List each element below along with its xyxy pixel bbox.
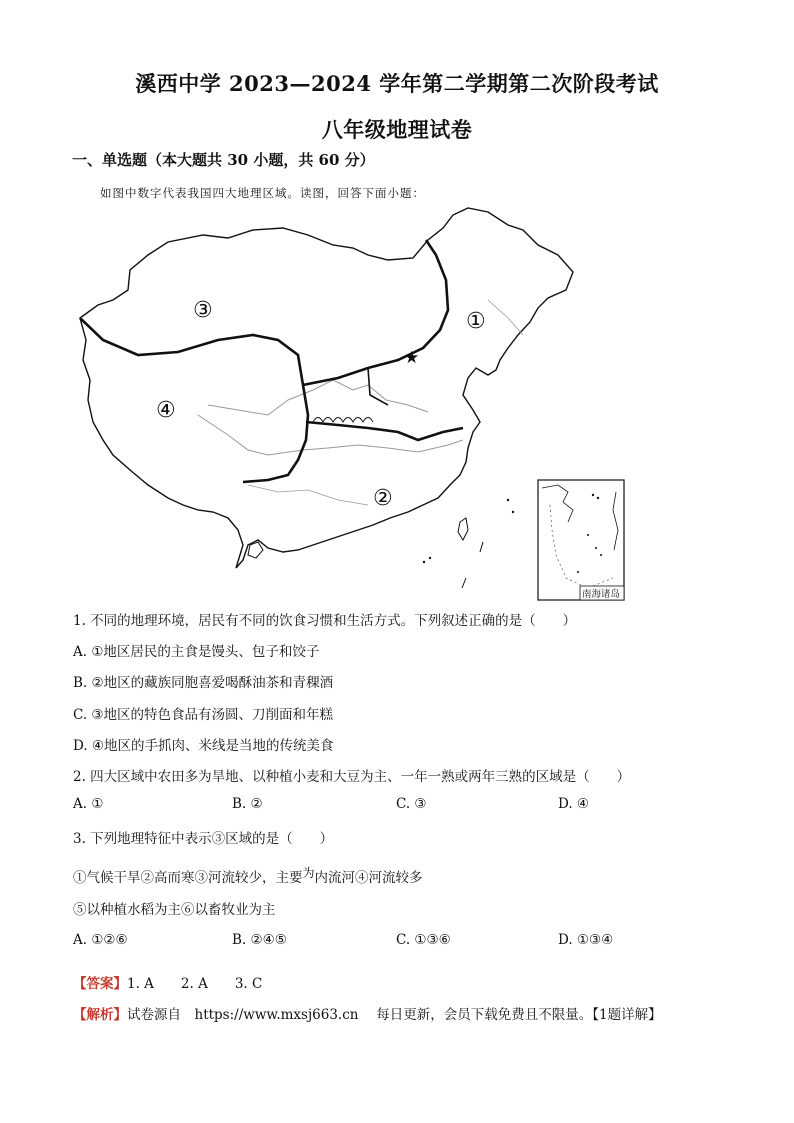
exam-subtitle: 八年级地理试卷	[321, 117, 473, 142]
hainan-island	[248, 542, 263, 558]
region-label-3: ③	[193, 298, 213, 323]
region-label-4: ④	[156, 398, 176, 423]
taiwan-island	[458, 518, 468, 540]
yellow-river	[208, 380, 428, 415]
answer-text: 1. A 2. A 3. C	[127, 976, 263, 992]
answer-line	[73, 972, 262, 992]
q1-option-c: C. ③地区的特色食品有汤圆、刀削面和年糕	[73, 707, 334, 723]
q3-stem: 3. 下列地理特征中表示③区域的是（ ）	[73, 831, 334, 847]
island-mark	[462, 578, 466, 588]
q3-option-c: C. ①③⑥	[396, 932, 451, 948]
island-dot	[429, 557, 431, 559]
china-regions-map	[68, 200, 628, 605]
inset-dot	[597, 497, 599, 499]
q3-features-line1	[73, 866, 423, 886]
q3-option-a: A. ①②⑥	[73, 932, 128, 948]
star-beijing-icon: ★	[404, 348, 420, 368]
q2-option-c: C. ③	[396, 796, 427, 812]
south-sea-inset	[538, 480, 624, 600]
qinling-huaihe-line	[306, 422, 463, 440]
q3-option-b: B. ②④⑤	[232, 932, 287, 948]
q3-option-d: D. ①③④	[558, 932, 614, 948]
qinling-mountains	[313, 418, 373, 423]
q3-features-sup: 为	[302, 866, 315, 880]
river-northeast	[488, 300, 523, 335]
island-dot	[507, 499, 509, 501]
q1-option-b: B. ②地区的藏族同胞喜爱喝酥油茶和青稞酒	[73, 675, 334, 691]
river-south	[248, 485, 368, 505]
analysis-label: 【解析】	[73, 1007, 127, 1023]
region-label-1: ①	[466, 309, 486, 334]
q2-option-d: D. ④	[558, 796, 590, 812]
inset-label: 南海诸岛	[582, 589, 621, 600]
q3-features-line2: ⑤以种植水稻为主⑥以畜牧业为主	[73, 902, 276, 918]
inset-dot	[587, 534, 589, 536]
analysis-text: 试卷源自 https://www.mxsj663.cn 每日更新，会员下载免费且不限量。【1题详解】	[127, 1007, 662, 1023]
island-dot	[423, 561, 425, 563]
exam-title: 溪西中学 2023—2024 学年第二学期第二次阶段考试	[135, 71, 659, 96]
answer-label: 【答案】	[73, 976, 127, 992]
boundary-northwest-north	[303, 240, 448, 385]
island-mark	[480, 542, 483, 552]
section-heading: 一、单选题（本大题共 30 小题，共 60 分）	[72, 151, 375, 169]
region-label-2: ②	[373, 486, 393, 511]
q2-option-b: B. ②	[232, 796, 263, 812]
q3-features-part-a: ①气候干旱②高而寒③河流较少，主要	[73, 870, 303, 886]
inset-dot	[592, 494, 594, 496]
island-dot	[512, 511, 514, 513]
q1-option-d: D. ④地区的手抓肉、米线是当地的传统美食	[73, 738, 334, 754]
q3-features-part-b: 内流河④河流较多	[314, 870, 423, 886]
boundary-tibet-south	[243, 385, 308, 482]
inset-dot	[600, 554, 602, 556]
yangtze-river	[198, 415, 463, 455]
q2-stem: 2. 四大区域中农田多为旱地、以种植小麦和大豆为主、一年一熟或两年三熟的区域是（ ）	[73, 769, 631, 785]
q1-stem: 1. 不同的地理环境，居民有不同的饮食习惯和生活方式。下列叙述正确的是（ ）	[73, 613, 577, 629]
q1-option-a: A. ①地区居民的主食是馒头、包子和饺子	[73, 644, 320, 660]
inset-dot	[595, 547, 597, 549]
china-outline	[80, 208, 573, 568]
analysis-line	[73, 1003, 662, 1023]
boundary-northwest-tibet	[80, 318, 303, 385]
section-intro: 如图中数字代表我国四大地理区域。读图，回答下面小题：	[100, 186, 425, 200]
inset-dot	[577, 571, 579, 573]
q2-option-a: A. ①	[73, 796, 104, 812]
